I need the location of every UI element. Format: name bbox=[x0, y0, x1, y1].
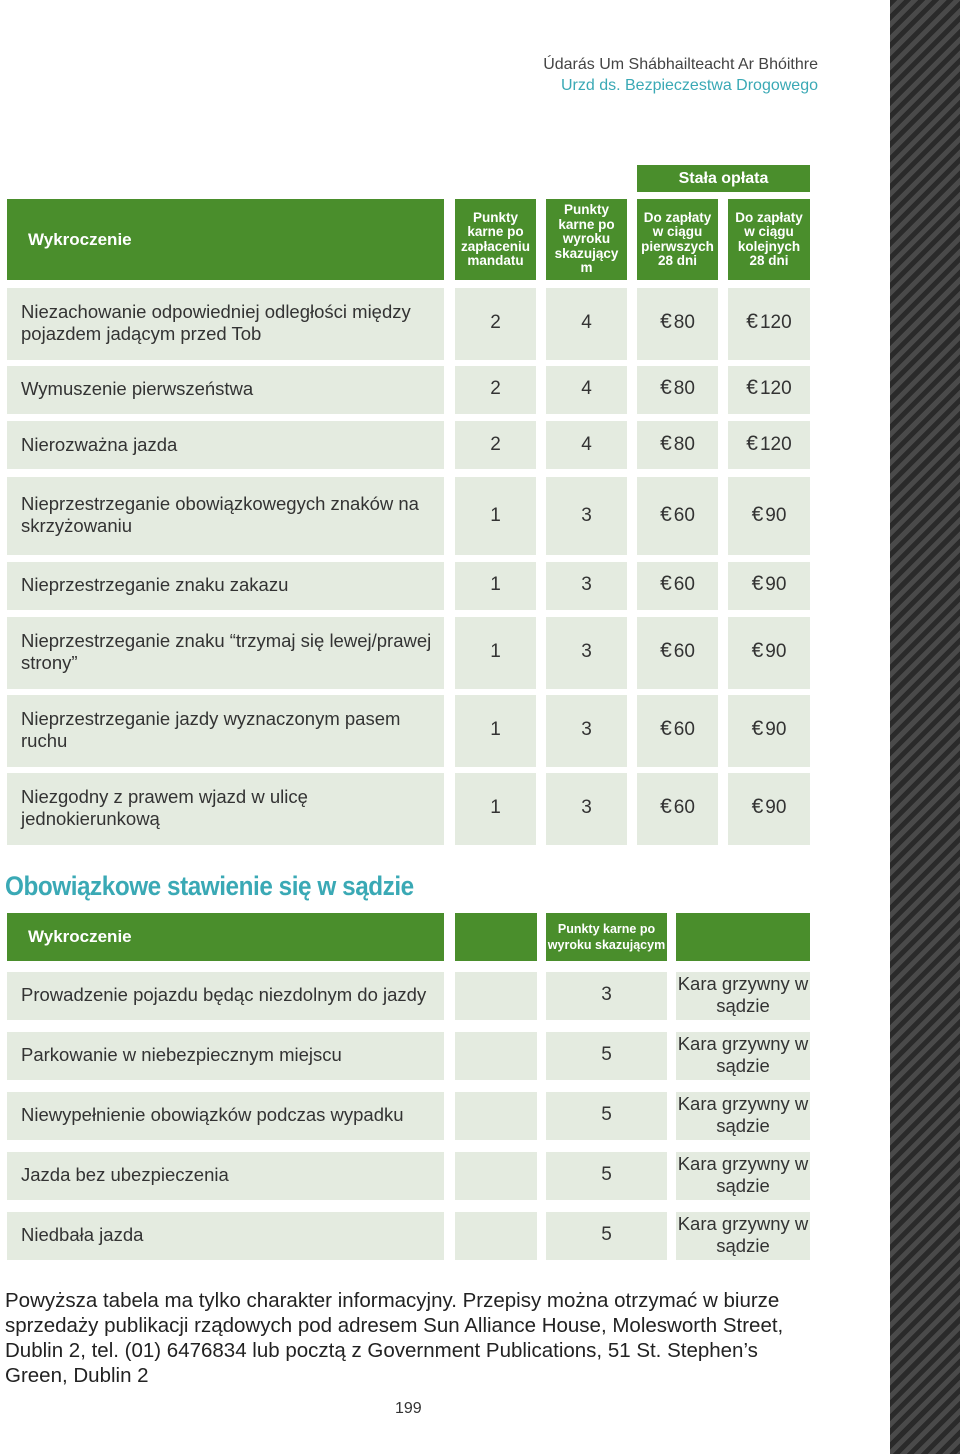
euro-sign: € bbox=[660, 432, 672, 455]
points-fine-value: 2 bbox=[490, 434, 501, 455]
points-fine-value: 2 bbox=[490, 378, 501, 399]
fee-first-28-days: € 60 bbox=[660, 717, 695, 740]
points-court-value: 4 bbox=[581, 378, 592, 399]
fee-first-28-days: € 80 bbox=[660, 376, 695, 399]
euro-sign: € bbox=[751, 639, 764, 662]
euro-sign: € bbox=[746, 376, 758, 399]
fee-first-28-days: € 80 bbox=[660, 310, 695, 333]
header-pay-next: Do zapłaty w ciągu kolejnych 28 dni bbox=[728, 199, 810, 280]
decorative-side-stripe bbox=[890, 0, 960, 1454]
offence-label: Parkowanie w niebezpiecznym miejscu bbox=[21, 1044, 342, 1065]
penalty-label: Kara grzywny w sądzie bbox=[677, 1153, 809, 1196]
euro-sign: € bbox=[660, 376, 672, 399]
offence-label: Nieprzestrzeganie znaku zakazu bbox=[21, 574, 289, 595]
fee-next-28-days: € 90 bbox=[751, 503, 787, 526]
section-title-court: Obowiązkowe stawienie się w sądzie bbox=[5, 871, 414, 901]
offence-label: Niezachowanie odpowiedniej odległości między pojazdem jadącym przed Tob bbox=[21, 301, 411, 344]
penalty-label: Kara grzywny w sądzie bbox=[677, 1213, 809, 1256]
points-fine-value: 2 bbox=[490, 312, 501, 333]
penalty-label: Kara grzywny w sądzie bbox=[677, 973, 809, 1016]
points-court-value: 4 bbox=[581, 312, 592, 333]
info-note: Powyższa tabela ma tylko charakter informacyjny. Przepisy można otrzymać w biurze sprzedaży publikacji rządowych pod adresem Sun Alliance House, Molesworth Street, Dublin 2, tel. (01) 6476834 lub pocztą z Government Publications, 51 St. Stephen’s Green, Dublin 2 bbox=[5, 1289, 784, 1387]
points-court-value: 3 bbox=[581, 574, 592, 595]
euro-sign: € bbox=[660, 717, 672, 740]
offence-label: Nieprzestrzeganie jazdy wyznaczonym pasem ruchu bbox=[21, 708, 401, 751]
fee-next-28-days: € 90 bbox=[751, 795, 787, 818]
header-blank bbox=[455, 913, 537, 961]
fee-first-28-days: € 60 bbox=[660, 572, 695, 595]
points-court-value: 5 bbox=[601, 1224, 612, 1245]
euro-sign: € bbox=[746, 432, 758, 455]
fee-first-28-days: € 60 bbox=[660, 795, 695, 818]
points-court-value: 5 bbox=[601, 1104, 612, 1125]
fee-next-28-days: € 90 bbox=[751, 717, 787, 740]
agency-name-irish: Údarás Um Shábhailteacht Ar Bhóithre bbox=[543, 56, 818, 73]
fee-next-28-days: € 120 bbox=[746, 432, 792, 455]
offence-label: Nieprzestrzeganie znaku “trzymaj się lewej/prawej strony” bbox=[21, 630, 432, 673]
offence-label: Nierozważna jazda bbox=[21, 434, 178, 455]
header-points-fine: Punkty karne po zapłaceniu mandatu bbox=[455, 199, 536, 280]
header-points-court: Punkty karne po wyroku skazującym bbox=[546, 913, 667, 961]
fee-next-28-days: € 120 bbox=[746, 310, 792, 333]
euro-sign: € bbox=[660, 310, 672, 333]
euro-sign: € bbox=[751, 795, 764, 818]
offence-label: Niedbała jazda bbox=[21, 1224, 144, 1245]
fee-first-28-days: € 80 bbox=[660, 432, 695, 455]
penalty-label: Kara grzywny w sądzie bbox=[677, 1093, 809, 1136]
header-pay-first: Do zapłaty w ciągu pierwszych 28 dni bbox=[637, 199, 718, 280]
euro-sign: € bbox=[746, 310, 758, 333]
fixed-fee-header: Stała opłata bbox=[637, 165, 810, 192]
fee-next-28-days: € 90 bbox=[751, 572, 787, 595]
points-fine-value: 1 bbox=[490, 505, 501, 526]
fee-first-28-days: € 60 bbox=[660, 639, 695, 662]
euro-sign: € bbox=[660, 503, 672, 526]
euro-sign: € bbox=[751, 572, 764, 595]
header-points-court: Punkty karne po wyroku skazujący m bbox=[546, 199, 627, 280]
points-court-value: 3 bbox=[581, 719, 592, 740]
header-offence: Wykroczenie bbox=[7, 199, 444, 280]
points-court-value: 3 bbox=[581, 641, 592, 662]
points-fine-value: 1 bbox=[490, 641, 501, 662]
penalty-label: Kara grzywny w sądzie bbox=[677, 1033, 809, 1076]
header-blank bbox=[676, 913, 810, 961]
euro-sign: € bbox=[751, 717, 764, 740]
offence-label: Niewypełnienie obowiązków podczas wypadku bbox=[21, 1104, 404, 1125]
fee-first-28-days: € 60 bbox=[660, 503, 695, 526]
agency-name-polish: Urzd ds. Bezpieczestwa Drogowego bbox=[560, 77, 818, 94]
euro-sign: € bbox=[751, 503, 764, 526]
points-court-value: 5 bbox=[601, 1164, 612, 1185]
euro-sign: € bbox=[660, 795, 672, 818]
page-number: 199 bbox=[395, 1400, 422, 1417]
offence-label: Jazda bez ubezpieczenia bbox=[21, 1164, 229, 1185]
points-court-value: 5 bbox=[601, 1044, 612, 1065]
points-fine-value: 1 bbox=[490, 574, 501, 595]
euro-sign: € bbox=[660, 572, 672, 595]
points-court-value: 3 bbox=[601, 984, 612, 1005]
offence-label: Niezgodny z prawem wjazd w ulicę jednokierunkową bbox=[21, 786, 308, 829]
points-court-value: 4 bbox=[581, 434, 592, 455]
offence-label: Wymuszenie pierwszeństwa bbox=[21, 378, 254, 399]
header-offence-court: Wykroczenie bbox=[7, 913, 444, 961]
offence-label: Prowadzenie pojazdu będąc niezdolnym do jazdy bbox=[21, 984, 427, 1005]
offence-label: Nieprzestrzeganie obowiązkowegych znaków na skrzyżowaniu bbox=[21, 493, 419, 536]
fee-next-28-days: € 90 bbox=[751, 639, 787, 662]
points-fine-value: 1 bbox=[490, 719, 501, 740]
points-court-value: 3 bbox=[581, 797, 592, 818]
points-court-value: 3 bbox=[581, 505, 592, 526]
euro-sign: € bbox=[660, 639, 672, 662]
points-fine-value: 1 bbox=[490, 797, 501, 818]
fee-next-28-days: € 120 bbox=[746, 376, 792, 399]
